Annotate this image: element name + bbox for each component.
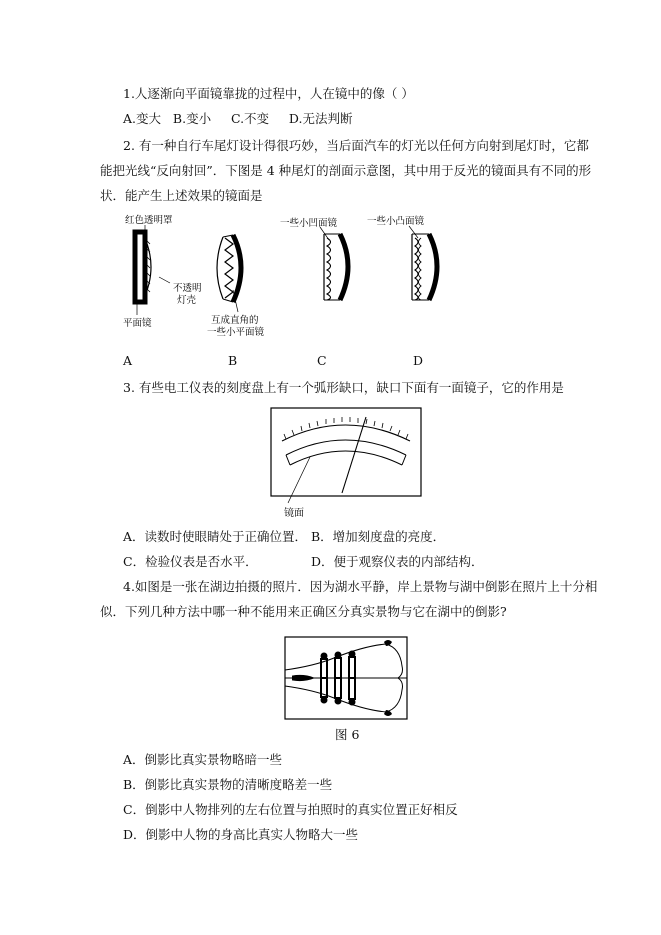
shore-outline xyxy=(285,644,403,678)
q2-choice-d: D xyxy=(413,353,424,368)
q4-option-a: A．倒影比真实景物略暗一些 xyxy=(123,752,283,767)
taillight-d-diagram xyxy=(409,226,437,300)
q3-option-c: C．检验仪表是否水平． xyxy=(123,554,258,569)
q4-stem-line2: 似．下列几种方法中哪一种不能用来正确区分真实景物与它在湖中的倒影? xyxy=(100,604,507,619)
q3-option-b: B．增加刻度盘的亮度． xyxy=(311,529,446,544)
lake-photo-figure xyxy=(284,636,408,720)
taillight-b-diagram xyxy=(217,235,241,312)
q2-choice-a: A xyxy=(123,353,133,368)
meter-ticks xyxy=(284,417,408,439)
q2-choice-b: B xyxy=(228,353,238,368)
q4-option-b: B．倒影比真实景物的清晰度略差一些 xyxy=(123,777,333,792)
q2-stem-line2: 能把光线“反向射回”．下图是 4 种尾灯的剖面示意图，其中用于反光的镜面具有不同的形 xyxy=(100,163,592,178)
label-plane-mirror: 平面镜 xyxy=(123,318,152,329)
label-opaque-1: 不透明 xyxy=(173,283,202,294)
reflection-outline xyxy=(285,678,403,712)
label-opaque-2: 灯壳 xyxy=(177,295,197,306)
q2-stem-line1: 2. 有一种自行车尾灯设计得很巧妙，当后面汽车的灯光以任何方向射到尾灯时，它都 xyxy=(123,138,589,153)
taillight-a-diagram xyxy=(135,225,170,315)
taillight-figure xyxy=(115,210,455,340)
q3-option-d: D．便于观察仪表的内部结构． xyxy=(311,554,484,569)
people-figures xyxy=(321,651,355,705)
label-mirror: 镜面 xyxy=(284,508,304,519)
q2-choice-c: C xyxy=(317,353,327,368)
q1-options: A.变大 B.变小 C.不变 D.无法判断 xyxy=(123,111,353,126)
q4-option-c: C．倒影中人物排列的左右位置与拍照时的真实位置正好相反 xyxy=(123,802,458,817)
meter-pointer xyxy=(342,417,366,493)
q2-stem-line3: 状．能产生上述效果的镜面是 xyxy=(100,188,263,203)
q4-option-d: D．倒影中人物的身高比真实人物略大一些 xyxy=(123,827,359,842)
meter-figure xyxy=(270,407,422,519)
label-concave: 一些小凹面镜 xyxy=(280,218,338,229)
label-convex: 一些小凸面镜 xyxy=(367,216,425,227)
label-right-angle-2: 一些小平面镜 xyxy=(207,327,265,338)
label-red-cover: 红色透明罩 xyxy=(125,215,173,226)
q4-figure-caption: 图 6 xyxy=(335,727,360,742)
taillight-c-diagram xyxy=(320,227,348,300)
q4-stem-line1: 4.如图是一张在湖边拍摄的照片．因为湖水平静，岸上景物与湖中倒影在照片上十分相 xyxy=(123,579,598,594)
q3-stem: 3. 有些电工仪表的刻度盘上有一个弧形缺口，缺口下面有一面镜子，它的作用是 xyxy=(123,380,564,395)
label-right-angle-1: 互成直角的 xyxy=(211,315,259,326)
q3-option-a: A．读数时使眼睛处于正确位置． xyxy=(123,529,308,544)
q1-stem: 1.人逐渐向平面镜靠拢的过程中，人在镜中的像（ ） xyxy=(123,86,414,101)
mirror-slot-upper xyxy=(286,440,406,455)
